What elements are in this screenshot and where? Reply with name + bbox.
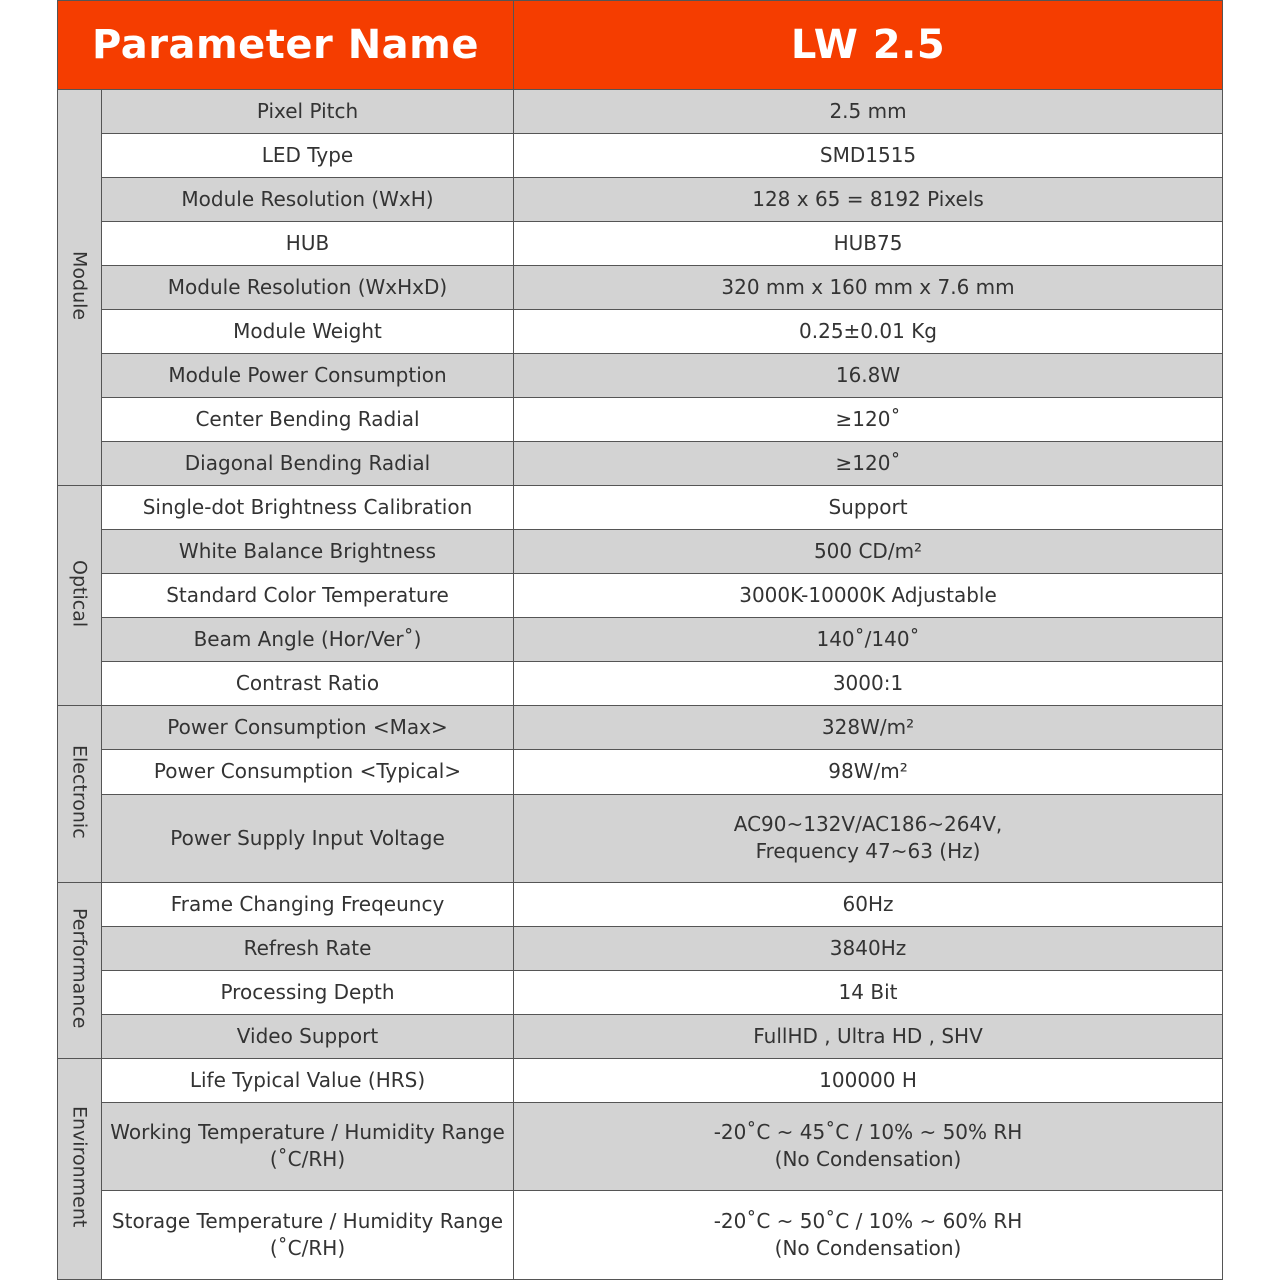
value-line: 500 CD/m² <box>813 539 923 564</box>
value-line: ≥120˚ <box>835 407 901 432</box>
header-row <box>58 1 1223 90</box>
group-label: Electronic <box>68 745 91 839</box>
param-cell: Center Bending Radial <box>102 398 514 442</box>
table-row <box>58 1058 1223 1102</box>
param-cell: Processing Depth <box>102 970 514 1014</box>
value-cell <box>514 530 1223 574</box>
table-row <box>58 530 1223 574</box>
value-cell <box>514 618 1223 662</box>
group-cell <box>58 706 102 882</box>
table-row <box>58 310 1223 354</box>
value-cell <box>514 1014 1223 1058</box>
value-line: 3000:1 <box>832 671 904 696</box>
model-header: LW 2.5 <box>514 1 1223 90</box>
table-row <box>58 486 1223 530</box>
param-header: Parameter Name <box>58 1 514 90</box>
spec-body <box>58 90 1223 1280</box>
value-cell <box>514 1058 1223 1102</box>
table-row <box>58 1014 1223 1058</box>
value-line: AC90~132V/AC186~264V, <box>733 812 1003 837</box>
value-line: 14 Bit <box>838 979 898 1004</box>
table-row <box>58 882 1223 926</box>
value-cell <box>514 970 1223 1014</box>
value-line: 140˚/140˚ <box>816 627 920 652</box>
table-row <box>58 134 1223 178</box>
group-cell <box>58 90 102 486</box>
value-line: 2.5 mm <box>829 99 907 124</box>
table-row <box>58 574 1223 618</box>
group-cell <box>58 486 102 706</box>
value-line: 0.25±0.01 Kg <box>799 319 938 344</box>
value-cell <box>514 926 1223 970</box>
table-row <box>58 926 1223 970</box>
value-cell <box>514 574 1223 618</box>
value-line: 128 x 65 = 8192 Pixels <box>752 187 984 212</box>
value-line: -20˚C ~ 50˚C / 10% ~ 60% RH <box>713 1208 1023 1233</box>
value-line: ≥120˚ <box>835 451 901 476</box>
value-cell <box>514 1102 1223 1190</box>
param-cell: Module Resolution (WxH) <box>102 178 514 222</box>
value-cell <box>514 90 1223 134</box>
param-cell: Working Temperature / Humidity Range (˚C/RH) <box>102 1102 514 1190</box>
value-cell <box>514 662 1223 706</box>
value-cell <box>514 398 1223 442</box>
value-cell <box>514 222 1223 266</box>
value-cell <box>514 1190 1223 1279</box>
value-cell <box>514 134 1223 178</box>
param-cell: Power Supply Input Voltage <box>102 794 514 882</box>
param-cell: Beam Angle (Hor/Ver˚) <box>102 618 514 662</box>
param-cell: Frame Changing Freqeuncy <box>102 882 514 926</box>
group-label: Module <box>68 251 91 321</box>
table-row <box>58 1102 1223 1190</box>
param-cell: White Balance Brightness <box>102 530 514 574</box>
value-line: (No Condensation) <box>774 1235 962 1260</box>
param-cell: Power Consumption <Max> <box>102 706 514 750</box>
value-line: 100000 H <box>819 1067 917 1092</box>
param-cell: Refresh Rate <box>102 926 514 970</box>
value-line: SMD1515 <box>819 143 917 168</box>
param-cell: Storage Temperature / Humidity Range (˚C/RH) <box>102 1190 514 1279</box>
param-cell: Power Consumption <Typical> <box>102 750 514 794</box>
value-line: FullHD , Ultra HD , SHV <box>753 1023 983 1048</box>
value-cell <box>514 486 1223 530</box>
value-line: -20˚C ~ 45˚C / 10% ~ 50% RH <box>713 1120 1023 1145</box>
param-cell: Contrast Ratio <box>102 662 514 706</box>
value-cell <box>514 794 1223 882</box>
param-cell: Life Typical Value (HRS) <box>102 1058 514 1102</box>
value-line: 3840Hz <box>829 935 907 960</box>
value-line: 3000K-10000K Adjustable <box>739 583 997 608</box>
spec-table <box>57 0 1223 1280</box>
value-line: 60Hz <box>842 891 894 916</box>
table-row <box>58 794 1223 882</box>
value-cell <box>514 266 1223 310</box>
table-row <box>58 354 1223 398</box>
param-cell: Module Power Consumption <box>102 354 514 398</box>
value-line: (No Condensation) <box>774 1147 962 1172</box>
group-label: Performance <box>68 907 91 1029</box>
value-cell <box>514 750 1223 794</box>
value-line: 320 mm x 160 mm x 7.6 mm <box>721 275 1015 300</box>
param-cell: Standard Color Temperature <box>102 574 514 618</box>
param-cell: Module Resolution (WxHxD) <box>102 266 514 310</box>
table-row <box>58 1190 1223 1279</box>
table-row <box>58 90 1223 134</box>
param-cell: Module Weight <box>102 310 514 354</box>
value-line: 328W/m² <box>821 715 915 740</box>
table-row <box>58 398 1223 442</box>
param-cell: Pixel Pitch <box>102 90 514 134</box>
param-cell: Diagonal Bending Radial <box>102 442 514 486</box>
group-label: Optical <box>68 560 91 628</box>
table-row <box>58 222 1223 266</box>
param-cell: Single-dot Brightness Calibration <box>102 486 514 530</box>
table-row <box>58 442 1223 486</box>
table-row <box>58 970 1223 1014</box>
group-label: Environment <box>68 1106 91 1228</box>
table-row <box>58 662 1223 706</box>
param-cell: Video Support <box>102 1014 514 1058</box>
value-line: 16.8W <box>835 363 901 388</box>
value-line: Frequency 47~63 (Hz) <box>755 839 981 864</box>
table-row <box>58 750 1223 794</box>
value-line: 98W/m² <box>828 759 908 784</box>
value-cell <box>514 354 1223 398</box>
group-cell <box>58 1058 102 1279</box>
table-row <box>58 706 1223 750</box>
value-cell <box>514 706 1223 750</box>
value-line: HUB75 <box>833 231 903 256</box>
value-cell <box>514 442 1223 486</box>
table-row <box>58 618 1223 662</box>
table-row <box>58 178 1223 222</box>
value-cell <box>514 178 1223 222</box>
value-cell <box>514 882 1223 926</box>
table-row <box>58 266 1223 310</box>
param-cell: LED Type <box>102 134 514 178</box>
value-cell <box>514 310 1223 354</box>
group-cell <box>58 882 102 1058</box>
value-line: Support <box>828 495 908 520</box>
param-cell: HUB <box>102 222 514 266</box>
